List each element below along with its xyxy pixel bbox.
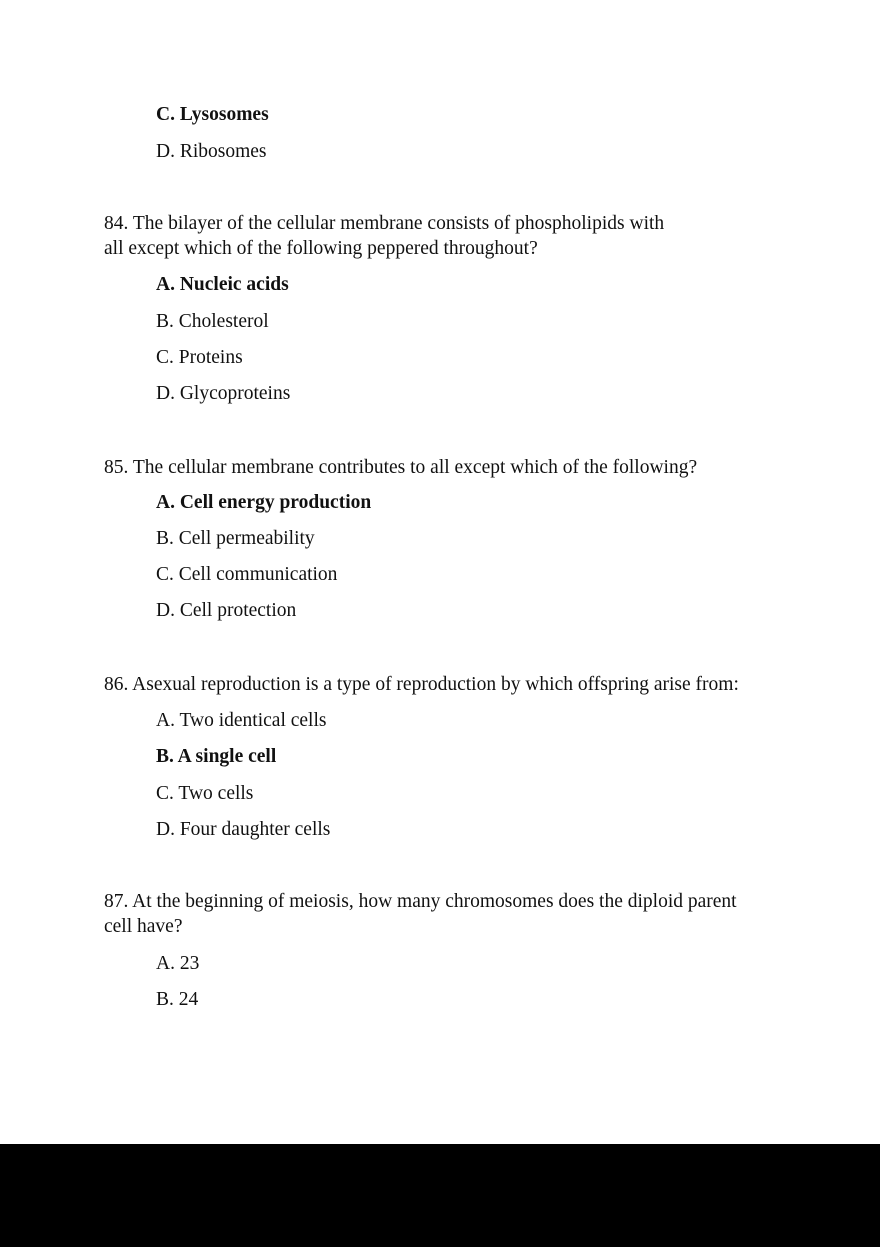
- answer-option: D. Ribosomes: [156, 141, 267, 162]
- question-text: 86. Asexual reproduction is a type of reproduction by which offspring arise from:: [104, 674, 739, 695]
- answer-option: A. Two identical cells: [156, 710, 327, 731]
- answer-option: D. Glycoproteins: [156, 383, 291, 404]
- answer-option-correct: C. Lysosomes: [156, 104, 269, 125]
- answer-option-correct: B. A single cell: [156, 746, 277, 767]
- answer-option: A. 23: [156, 953, 200, 974]
- question-text: cell have?: [104, 916, 183, 937]
- question-text: 85. The cellular membrane contributes to all except which of the following?: [104, 457, 698, 478]
- answer-option: B. 24: [156, 989, 199, 1010]
- question-text: all except which of the following peppered throughout?: [104, 238, 538, 259]
- answer-option: B. Cell permeability: [156, 528, 315, 549]
- answer-option: D. Cell protection: [156, 600, 297, 621]
- answer-option: C. Cell communication: [156, 564, 338, 585]
- answer-option: D. Four daughter cells: [156, 819, 331, 840]
- bottom-black-bar: [0, 1144, 880, 1247]
- question-text: 87. At the beginning of meiosis, how many chromosomes does the diploid parent: [104, 891, 737, 912]
- question-text: 84. The bilayer of the cellular membrane consists of phospholipids with: [104, 213, 665, 234]
- answer-option: B. Cholesterol: [156, 311, 269, 332]
- answer-option-correct: A. Nucleic acids: [156, 274, 289, 295]
- answer-option-correct: A. Cell energy production: [156, 492, 372, 513]
- answer-option: C. Two cells: [156, 783, 254, 804]
- answer-option: C. Proteins: [156, 347, 243, 368]
